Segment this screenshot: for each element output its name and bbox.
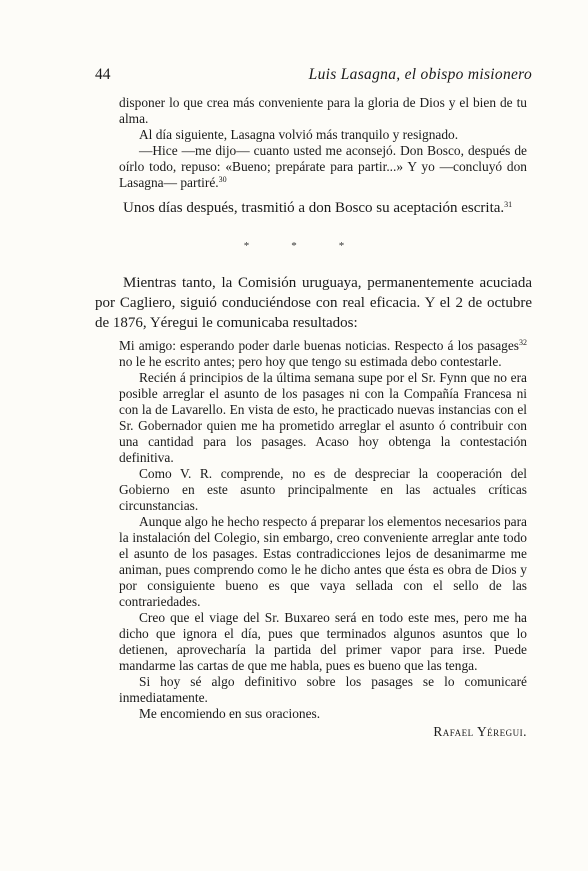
page-header — [95, 66, 532, 84]
letter-paragraph-text: no le he escrito antes; pero hoy que tengo su estimada debo contestarle. — [119, 354, 502, 369]
footnote-marker: 30 — [218, 175, 227, 184]
body-paragraph — [95, 198, 532, 218]
body-paragraph: Mientras tanto, la Comisión uruguaya, permanentemente acuciada por Cagliero, siguió conduciéndose con real eficacia. Y el 2 de octubre de 1876, Yéregui le comunicaba resultados: — [95, 275, 532, 331]
body-paragraph-2 — [95, 273, 532, 333]
separator-star: * — [243, 240, 250, 252]
separator-star: * — [338, 240, 345, 252]
letter-paragraph: Aunque algo he hecho respecto á preparar los elementos necesarios para la instalación del Colegio, sin embargo, creo conveniente arreglar ante todo el asunto de los pasages. Estas contradicciones lejos de desanimarme me animan, pues comprendo como le he dicho antes que ésta es obra de Dios y por consiguiente bueno es que vaya sellada con el sello de las contrariedades. — [119, 514, 527, 609]
letter-paragraph: Me encomiendo en sus oraciones. — [139, 706, 321, 721]
letter-paragraph: Como V. R. comprende, no es de despreciar la cooperación del Gobierno en este asunto principalmente en las actuales críticas circunstancias. — [119, 466, 527, 513]
section-separator — [0, 240, 588, 252]
letter-paragraph — [119, 338, 527, 370]
page-number: 44 — [95, 66, 111, 83]
footnote-marker: 31 — [504, 200, 513, 209]
body-paragraph-1 — [95, 198, 532, 218]
letter-quote — [119, 338, 527, 740]
separator-star: * — [291, 240, 297, 252]
letter-signature: Rafael Yéregui. — [433, 724, 527, 739]
quote-paragraph: disponer lo que crea más conveniente para la gloria de Dios y el bien de tu alma. — [119, 95, 527, 126]
quote-paragraph: Al día siguiente, Lasagna volvió más tranquilo y resignado. — [139, 127, 459, 142]
quoted-passage — [119, 95, 527, 191]
running-title: Luis Lasagna, el obispo misionero — [308, 66, 532, 83]
letter-paragraph: Creo que el viage del Sr. Buxareo será en todo este mes, pero me ha dicho que ignora el día, pues que terminados algunos asuntos que lo detienen, aprovecharía la partida del primer vapor para irse. Puede mandarme las cartas de que me habla, pues es bueno que las tenga. — [119, 610, 527, 673]
body-paragraph-text: Unos días después, trasmitió a don Bosco su aceptación escrita. — [123, 200, 505, 216]
letter-paragraph-text: Mi amigo: esperando poder darle buenas noticias. Respecto á los pasages — [119, 338, 519, 353]
footnote-marker: 32 — [519, 338, 527, 347]
letter-paragraph: Si hoy sé algo definitivo sobre los pasages se lo comunicaré inmediatamente. — [119, 674, 527, 705]
quote-paragraph — [119, 143, 527, 191]
quote-paragraph-text: —Hice —me dijo— cuanto usted me aconsejó. Don Bosco, después de oírlo todo, repuso: «Bueno; prepárate para partir...» Y yo —concluyó don Lasagna— partiré. — [119, 143, 527, 190]
letter-paragraph: Recién á principios de la última semana supe por el Sr. Fynn que no era posible arreglar el asunto de los pasages ni con la Compañía Francesa ni con la de Lavarello. En vista de esto, he practicado nuevas instancias con el Sr. Gobernador quien me ha prometido arreglar el asunto ó contribuir con una cantidad para los pasages. Acaso hoy obtenga la contestación definitiva. — [119, 370, 527, 465]
